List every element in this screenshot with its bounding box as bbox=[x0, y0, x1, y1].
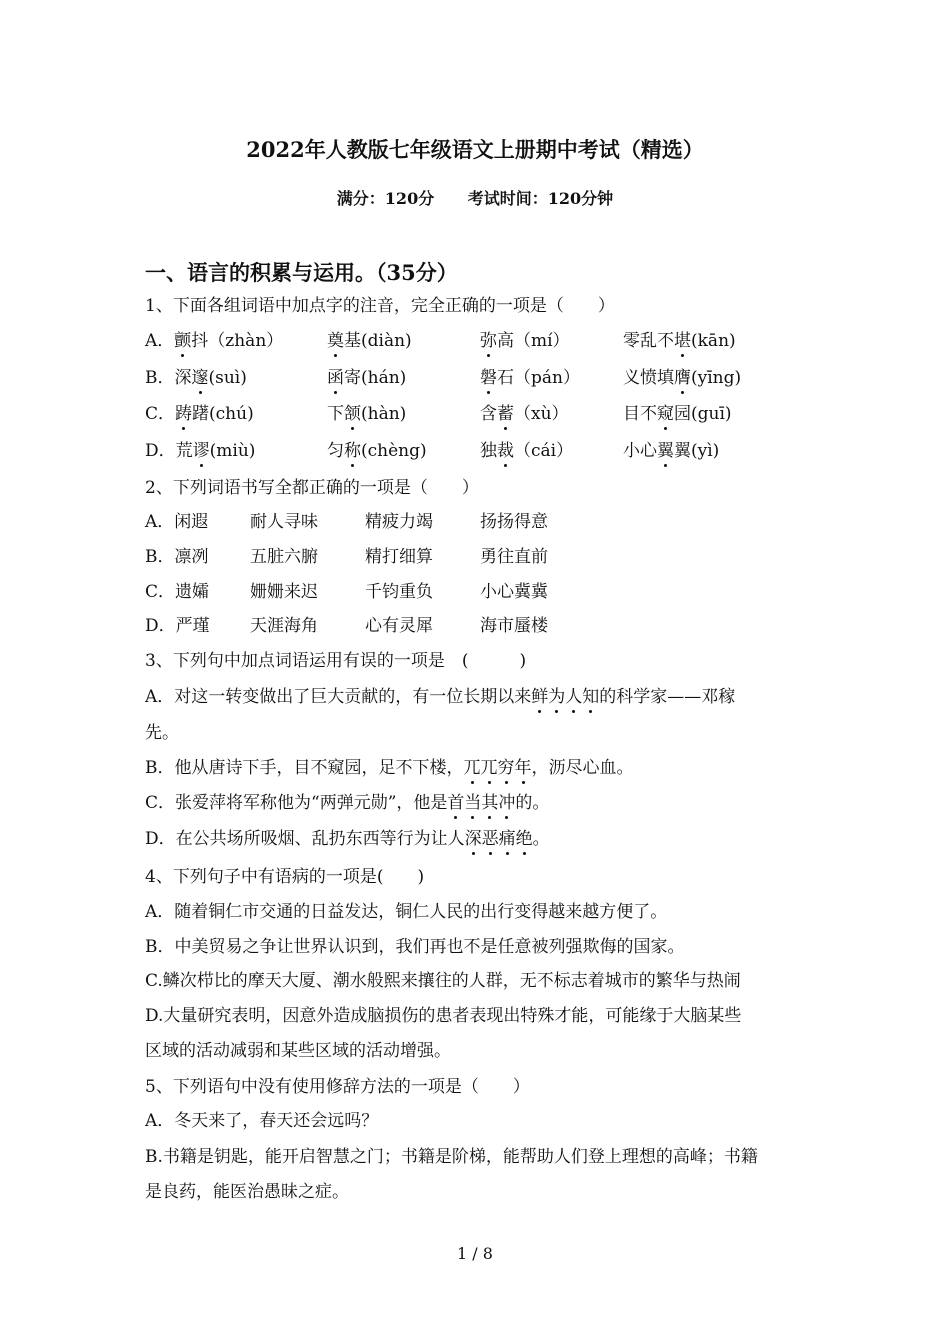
dotted-char: 窥 bbox=[657, 404, 674, 424]
dotted-char: 深 bbox=[464, 829, 482, 849]
dotted-char: 翼 bbox=[657, 441, 674, 461]
option-label: A． bbox=[145, 331, 175, 351]
option-label-and-word-1 bbox=[145, 440, 255, 462]
dotted-char: 冲 bbox=[498, 793, 516, 813]
word-2 bbox=[327, 367, 406, 389]
question-2-stem: 2、下列词语书写全都正确的一项是（ ） bbox=[145, 478, 479, 498]
word-pre: 下 bbox=[327, 404, 344, 424]
word-text: 遗孀 bbox=[175, 582, 210, 602]
dotted-char: 穷 bbox=[497, 758, 515, 778]
word-4 bbox=[623, 330, 736, 352]
word-pre: 含 bbox=[480, 404, 497, 424]
word-1 bbox=[145, 581, 209, 603]
dotted-char: 年 bbox=[514, 758, 532, 778]
dotted-phrase bbox=[447, 793, 515, 813]
dotted-char: 邃 bbox=[191, 368, 209, 388]
dotted-char: 兀 bbox=[463, 758, 481, 778]
question-3-option-b: B．他从唐诗下手，目不窥园，足不下楼，兀兀穷年，沥尽心血。 bbox=[145, 758, 634, 778]
word-post: 高（mí） bbox=[497, 331, 570, 351]
dotted-char: 首 bbox=[447, 793, 465, 813]
word-post: （xù） bbox=[514, 404, 569, 424]
question-1-stem: 1、下面各组词语中加点字的注音，完全正确的一项是（ ） bbox=[145, 296, 615, 316]
word-post: (miù) bbox=[209, 441, 256, 461]
word-3 bbox=[480, 403, 569, 425]
word-post: (yīng) bbox=[691, 368, 742, 388]
option-label: B． bbox=[145, 547, 175, 567]
word-4 bbox=[623, 367, 741, 389]
word-3: 精疲力竭 bbox=[365, 512, 433, 532]
dotted-char: 磐 bbox=[480, 368, 497, 388]
dotted-char: 当 bbox=[464, 793, 482, 813]
dotted-char: 鲜 bbox=[531, 687, 549, 707]
dotted-char: 堪 bbox=[674, 331, 691, 351]
word-text: 严瑾 bbox=[175, 616, 210, 636]
word-post: 基(diàn) bbox=[344, 331, 412, 351]
question-3-stem: 3、下列句中加点词语运用有误的一项是 ( ) bbox=[145, 651, 527, 671]
dotted-char: 踌 bbox=[175, 404, 193, 424]
dotted-char: 颤 bbox=[174, 331, 192, 351]
word-2 bbox=[327, 330, 412, 352]
dotted-char: 其 bbox=[481, 793, 499, 813]
word-2: 耐人寻味 bbox=[250, 512, 318, 532]
question-4-stem: 4、下列句子中有语病的一项是( ) bbox=[145, 867, 425, 887]
word-2: 五脏六腑 bbox=[250, 547, 318, 567]
dotted-char: 痛 bbox=[498, 829, 516, 849]
word-text: 凛冽 bbox=[174, 547, 209, 567]
dotted-char: 兀 bbox=[480, 758, 498, 778]
dotted-char: 人 bbox=[565, 687, 583, 707]
word-1 bbox=[145, 511, 208, 533]
dotted-char: 膺 bbox=[674, 368, 691, 388]
dotted-phrase bbox=[531, 687, 599, 707]
word-post: 寄(hán) bbox=[344, 368, 407, 388]
dotted-char: 知 bbox=[582, 687, 600, 707]
word-3 bbox=[480, 440, 573, 462]
option-label: D． bbox=[145, 616, 176, 636]
word-pre: 零乱不 bbox=[623, 331, 674, 351]
word-3 bbox=[480, 367, 580, 389]
word-pre: 目不 bbox=[623, 404, 657, 424]
option-label-and-word-1 bbox=[145, 367, 247, 389]
dotted-char: 裁 bbox=[497, 441, 514, 461]
score-line bbox=[0, 186, 950, 209]
dotted-char: 函 bbox=[327, 368, 344, 388]
word-post: 抖（zhàn） bbox=[191, 331, 284, 351]
dotted-char: 弥 bbox=[480, 331, 497, 351]
question-3-option-d: D．在公共场所吸烟、乱扔东西等行为让人深恶痛绝。 bbox=[145, 829, 550, 849]
option-label: D． bbox=[145, 441, 176, 461]
dotted-char: 绝 bbox=[515, 829, 533, 849]
question-5-option-a: A．冬天来了，春天还会远吗？ bbox=[145, 1111, 379, 1131]
question-5-option-b-cont: 是良药，能医治愚昧之症。 bbox=[145, 1182, 349, 1202]
word-3: 千钧重负 bbox=[365, 582, 433, 602]
word-pre: 荒 bbox=[175, 441, 193, 461]
question-3-option-c: C．张爱萍将军称他为“两弹元勋”，他是首当其冲的。 bbox=[145, 793, 550, 813]
question-3-option-a: A．对这一转变做出了巨大贡献的，有一位长期以来鲜为人知的科学家——邓稼 bbox=[145, 687, 736, 707]
document-title: 2022年人教版七年级语文上册期中考试（精选） bbox=[246, 137, 704, 162]
word-pre: 小心 bbox=[623, 441, 657, 461]
word-4: 扬扬得意 bbox=[480, 512, 548, 532]
word-post: (hàn) bbox=[361, 404, 407, 424]
word-post: 石（pán） bbox=[497, 368, 580, 388]
word-2: 天涯海角 bbox=[250, 616, 318, 636]
word-1 bbox=[145, 546, 209, 568]
word-pre: 匀 bbox=[327, 441, 344, 461]
page-number: 1 / 8 bbox=[457, 1244, 493, 1263]
word-3: 精打细算 bbox=[365, 547, 433, 567]
question-4-option-a: A．随着铜仁市交通的日益发达，铜仁人民的出行变得越来越方便了。 bbox=[145, 902, 668, 922]
word-2 bbox=[327, 403, 406, 425]
option-label: B． bbox=[145, 368, 175, 388]
word-3: 心有灵犀 bbox=[365, 616, 433, 636]
word-2: 姗姗来迟 bbox=[250, 582, 318, 602]
word-pre: 深 bbox=[174, 368, 192, 388]
word-post: (kān) bbox=[691, 331, 736, 351]
word-1 bbox=[145, 615, 210, 637]
full-marks: 满分：120分 bbox=[336, 189, 435, 208]
dotted-char: 谬 bbox=[192, 441, 210, 461]
dotted-char: 为 bbox=[548, 687, 566, 707]
word-pre: 独 bbox=[480, 441, 497, 461]
word-post: (suì) bbox=[208, 368, 247, 388]
option-label: A． bbox=[145, 512, 175, 532]
section-heading: 一、语言的积累与运用。（35分） bbox=[145, 260, 458, 285]
word-4: 小心冀冀 bbox=[480, 582, 548, 602]
word-post: （cái） bbox=[514, 441, 574, 461]
option-label: C． bbox=[145, 582, 176, 602]
question-4-option-b: B．中美贸易之争让世界认识到，我们再也不是任意被列强欺侮的国家。 bbox=[145, 937, 685, 957]
word-3 bbox=[480, 330, 570, 352]
word-post: 园(guī) bbox=[674, 404, 732, 424]
question-4-option-d: D.大量研究表明，因意外造成脑损伤的患者表现出特殊才能，可能缘于大脑某些 bbox=[145, 1006, 742, 1026]
dotted-char: 奠 bbox=[327, 331, 344, 351]
word-4: 海市蜃楼 bbox=[480, 616, 548, 636]
dotted-char: 称 bbox=[344, 441, 361, 461]
dotted-char: 恶 bbox=[481, 829, 499, 849]
question-4-option-c: C.鳞次栉比的摩天大厦、潮水般熙来攘往的人群，无不标志着城市的繁华与热闹 bbox=[145, 971, 741, 991]
dotted-char: 蓄 bbox=[497, 404, 514, 424]
question-5-stem: 5、下列语句中没有使用修辞方法的一项是（ ） bbox=[145, 1077, 530, 1097]
word-4 bbox=[623, 440, 719, 462]
option-label-and-word-1 bbox=[145, 403, 254, 425]
dotted-phrase bbox=[464, 758, 532, 778]
word-post: (chèng) bbox=[361, 441, 427, 461]
word-pre: 义愤填 bbox=[623, 368, 674, 388]
word-4: 勇往直前 bbox=[480, 547, 548, 567]
exam-time: 考试时间：120分钟 bbox=[467, 189, 614, 208]
word-post: 翼(yì) bbox=[674, 441, 720, 461]
word-4 bbox=[623, 403, 732, 425]
question-3-option-a-cont: 先。 bbox=[145, 723, 179, 743]
option-label: C． bbox=[145, 404, 176, 424]
question-5-option-b: B.书籍是钥匙，能开启智慧之门；书籍是阶梯，能帮助人们登上理想的高峰；书籍 bbox=[145, 1147, 758, 1167]
dotted-phrase bbox=[465, 829, 533, 849]
word-text: 闲遐 bbox=[174, 512, 209, 532]
word-2 bbox=[327, 440, 427, 462]
option-label-and-word-1 bbox=[145, 330, 283, 352]
word-post: 躇(chú) bbox=[192, 404, 254, 424]
dotted-char: 颔 bbox=[344, 404, 361, 424]
question-4-option-d-cont: 区域的活动减弱和某些区域的活动增强。 bbox=[145, 1041, 451, 1061]
